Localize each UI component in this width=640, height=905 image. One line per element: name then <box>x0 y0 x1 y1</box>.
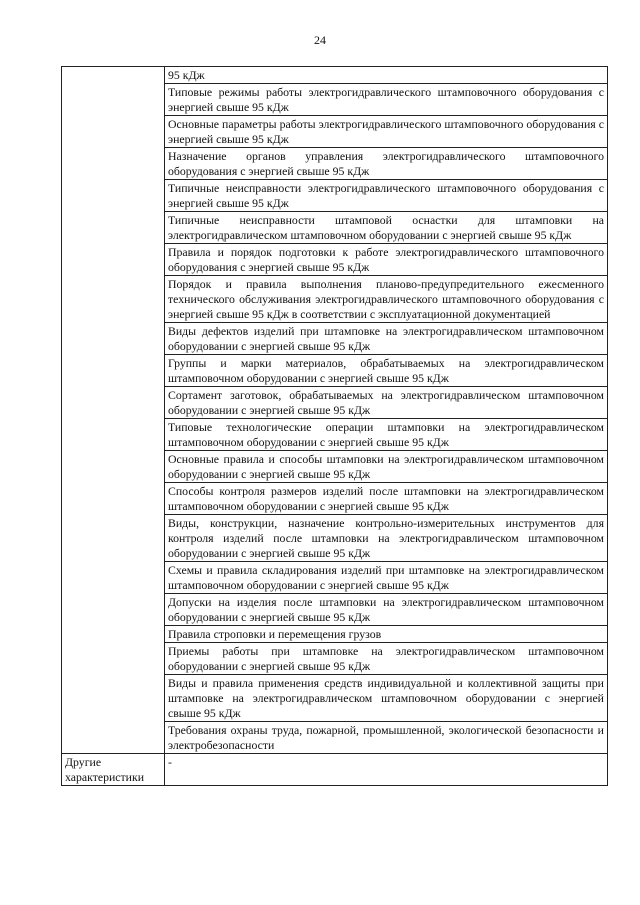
knowledge-item: Типичные неисправности электрогидравлического штамповочного оборудования с энергией свыше 95 кДж <box>165 180 608 212</box>
knowledge-item: Типовые режимы работы электрогидравлического штамповочного оборудования с энергией свыше 95 кДж <box>165 84 608 116</box>
knowledge-item: Виды, конструкции, назначение контрольно-измерительных инструментов для контроля изделий после штамповки на электрогидравлическом штамповочном оборудовании с энергией свыше 95 кДж <box>165 515 608 562</box>
other-characteristics-label: Другие характеристики <box>62 754 165 786</box>
knowledge-item: Назначение органов управления электрогидравлического штамповочного оборудования с энергией свыше 95 кДж <box>165 148 608 180</box>
knowledge-item: Основные параметры работы электрогидравлического штамповочного оборудования с энергией свыше 95 кДж <box>165 116 608 148</box>
knowledge-item: Требования охраны труда, пожарной, промышленной, экологической безопасности и электробезопасности <box>165 722 608 754</box>
continuation-cell: 95 кДж <box>165 67 608 84</box>
knowledge-item: Способы контроля размеров изделий после штамповки на электрогидравлическом штамповочном оборудовании с энергией свыше 95 кДж <box>165 483 608 515</box>
knowledge-item: Правила строповки и перемещения грузов <box>165 626 608 643</box>
page-number: 24 <box>314 33 326 47</box>
knowledge-item: Допуски на изделия после штамповки на электрогидравлическом штамповочном оборудовании с энергией свыше 95 кДж <box>165 594 608 626</box>
knowledge-item: Виды и правила применения средств индивидуальной и коллективной защиты при штамповке на электрогидравлическом штамповочном оборудовании с энергией свыше 95 кДж <box>165 675 608 722</box>
knowledge-item: Основные правила и способы штамповки на электрогидравлическом штамповочном оборудовании с энергией свыше 95 кДж <box>165 451 608 483</box>
knowledge-item: Сортамент заготовок, обрабатываемых на электрогидравлическом штамповочном оборудовании с энергией свыше 95 кДж <box>165 387 608 419</box>
knowledge-item: Порядок и правила выполнения планово-предупредительного ежесменного технического обслуживания электрогидравлического штамповочного оборудования с энергией свыше 95 кДж в соответствии с эксплуатационной документацией <box>165 276 608 323</box>
empty-label-cell <box>62 67 165 754</box>
knowledge-item: Типичные неисправности штамповой оснастки для штамповки на электрогидравлическом штамповочном оборудовании с энергией свыше 95 кДж <box>165 212 608 244</box>
table-body <box>62 67 608 786</box>
knowledge-item: Схемы и правила складирования изделий при штамповке на электрогидравлическом штамповочном оборудовании с энергией свыше 95 кДж <box>165 562 608 594</box>
table-row <box>62 67 608 84</box>
knowledge-item: Виды дефектов изделий при штамповке на электрогидравлическом штамповочном оборудовании с энергией свыше 95 кДж <box>165 323 608 355</box>
knowledge-item: Типовые технологические операции штамповки на электрогидравлическом штамповочном оборудовании с энергией свыше 95 кДж <box>165 419 608 451</box>
knowledge-item: Правила и порядок подготовки к работе электрогидравлического штамповочного оборудования с энергией свыше 95 кДж <box>165 244 608 276</box>
other-characteristics-row <box>62 754 608 786</box>
knowledge-table <box>61 66 608 786</box>
other-characteristics-value: - <box>165 754 608 786</box>
knowledge-item: Приемы работы при штамповке на электрогидравлическом штамповочном оборудовании с энергией свыше 95 кДж <box>165 643 608 675</box>
knowledge-item: Группы и марки материалов, обрабатываемых на электрогидравлическом штамповочном оборудовании с энергией свыше 95 кДж <box>165 355 608 387</box>
